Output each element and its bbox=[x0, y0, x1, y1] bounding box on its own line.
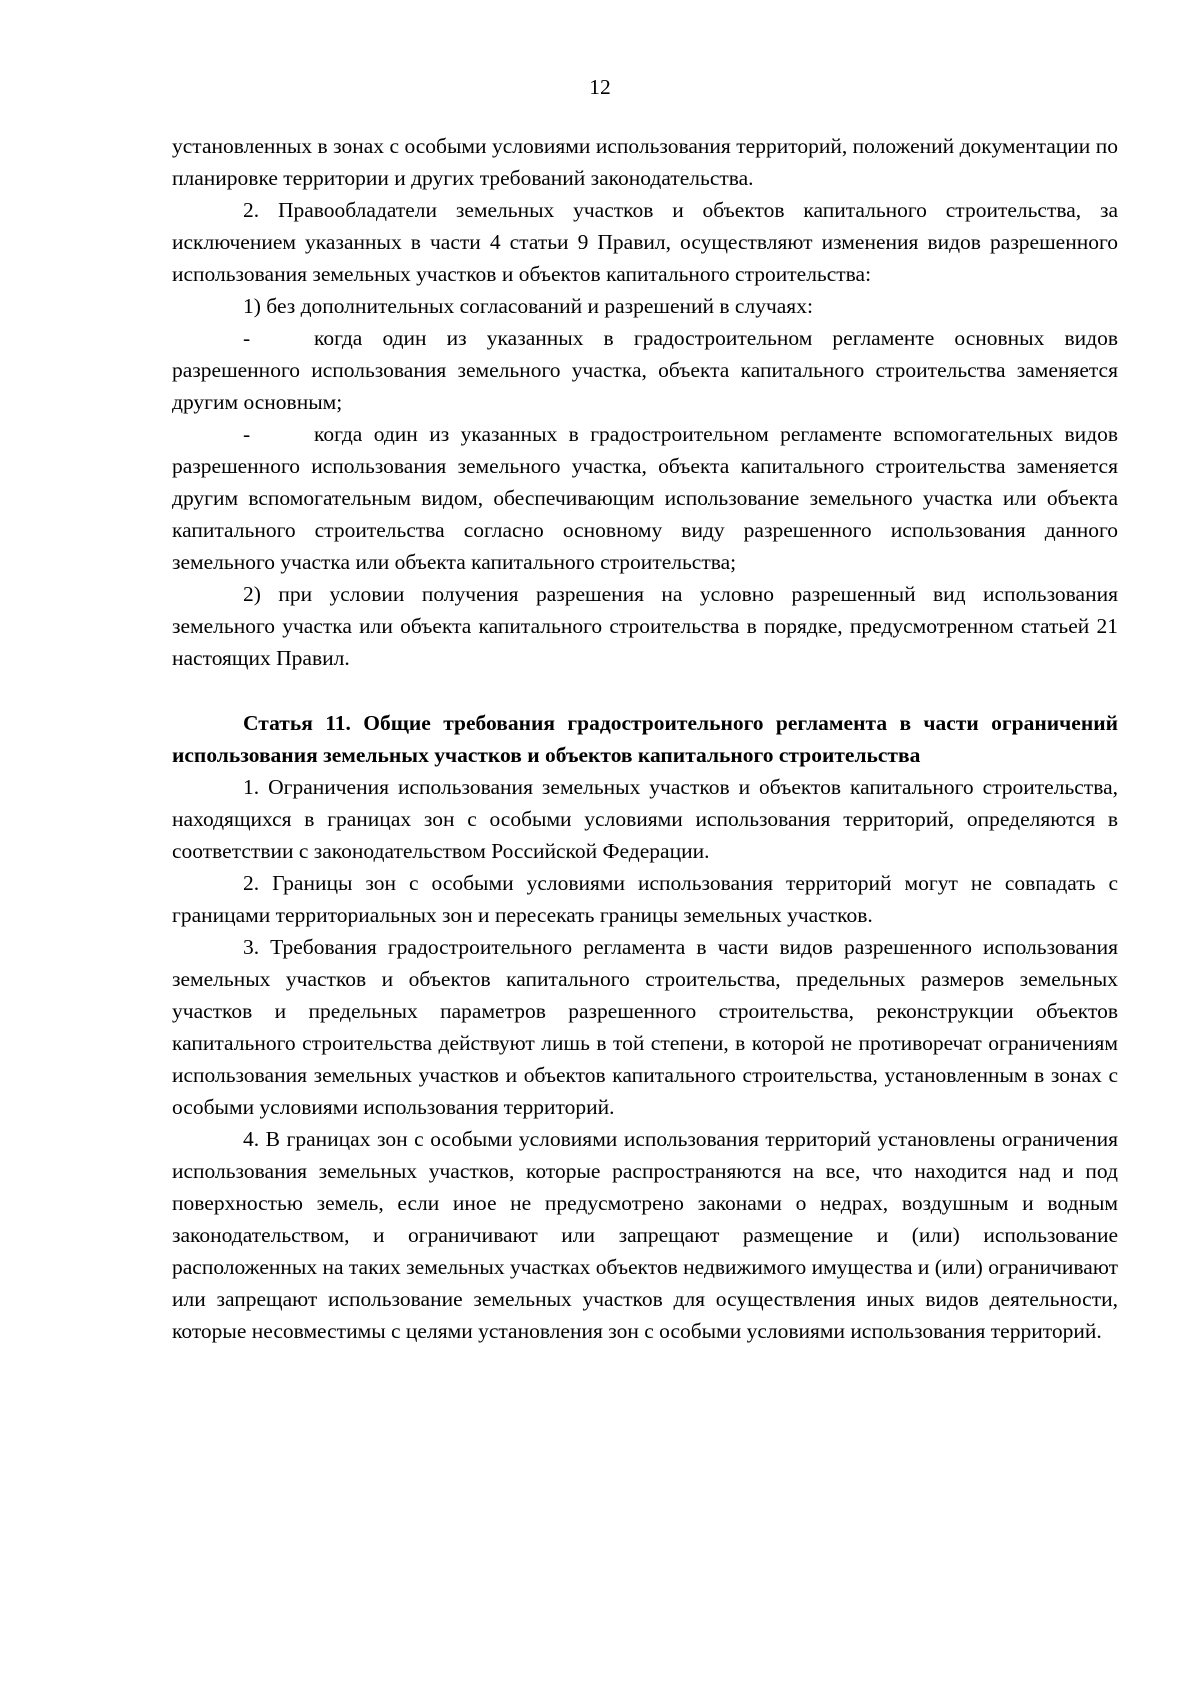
paragraph-continuation: установленных в зонах с особыми условиями использования территорий, положений документации по планировке территории и других требований законодательства. bbox=[172, 134, 1118, 190]
paragraph-item-2: 2. Правообладатели земельных участков и объектов капитального строительства, за исключением указанных в части 4 статьи 9 Правил, осуществляют изменения видов разрешенного использования земельных участков и объектов капитального строительства: bbox=[172, 198, 1118, 286]
paragraph-subitem-2: 2) при условии получения разрешения на условно разрешенный вид использования земельного участка или объекта капитального строительства в порядке, предусмотренном статьей 21 настоящих Правил. bbox=[172, 582, 1118, 670]
article-paragraph: 1. Ограничения использования земельных участков и объектов капитального строительства, находящихся в границах зон с особыми условиями использования территорий, определяются в соответствии с законодательством Российской Федерации. bbox=[172, 775, 1118, 863]
article-paragraph: 3. Требования градостроительного регламента в части видов разрешенного использования земельных участков и объектов капитального строительства, предельных размеров земельных участков и предельных параметров разрешенного строительства, реконструкции объектов капитального строительства действуют лишь в той степени, в которой не противоречат ограничениям использования земельных участков и объектов капитального строительства, установленным в зонах с особыми условиями использования территорий. bbox=[172, 935, 1118, 1119]
list-dash: - bbox=[243, 326, 251, 350]
article-heading: Статья 11. Общие требования градостроительного регламента в части ограничений использования земельных участков и объектов капитального строительства bbox=[172, 711, 1118, 767]
paragraph-subitem-1: 1) без дополнительных согласований и разрешений в случаях: bbox=[243, 294, 813, 318]
dash-list-item-text: когда один из указанных в градостроительном регламенте основных видов разрешенного использования земельного участка, объекта капитального строительства заменяется другим основным; bbox=[172, 326, 1118, 414]
article-paragraph: 4. В границах зон с особыми условиями использования территорий установлены ограничения использования земельных участков, которые распространяются на все, что находится над и под поверхностью земель, если иное не предусмотрено законами о недрах, воздушным и водным законодательством, и ограничивают или запрещают размещение и (или) использование расположенных на таких земельных участках объектов недвижимого имущества и (или) ограничивают или запрещают использование земельных участков для осуществления иных видов деятельности, которые несовместимы с целями установления зон с особыми условиями использования территорий. bbox=[172, 1127, 1118, 1343]
dash-list-item-text: когда один из указанных в градостроительном регламенте вспомогательных видов разрешенного использования земельного участка, объекта капитального строительства заменяется другим вспомогательным видом, обеспечивающим использование земельного участка или объекта капитального строительства согласно основному виду разрешенного использования данного земельного участка или объекта капитального строительства; bbox=[172, 422, 1118, 574]
dash-list-item bbox=[172, 322, 1118, 418]
document-body bbox=[172, 130, 1118, 1347]
dash-list-item bbox=[172, 418, 1118, 578]
list-dash: - bbox=[243, 422, 251, 446]
page-number: 12 bbox=[589, 75, 611, 99]
article-paragraph: 2. Границы зон с особыми условиями использования территорий могут не совпадать с границами территориальных зон и пересекать границы земельных участков. bbox=[172, 871, 1118, 927]
